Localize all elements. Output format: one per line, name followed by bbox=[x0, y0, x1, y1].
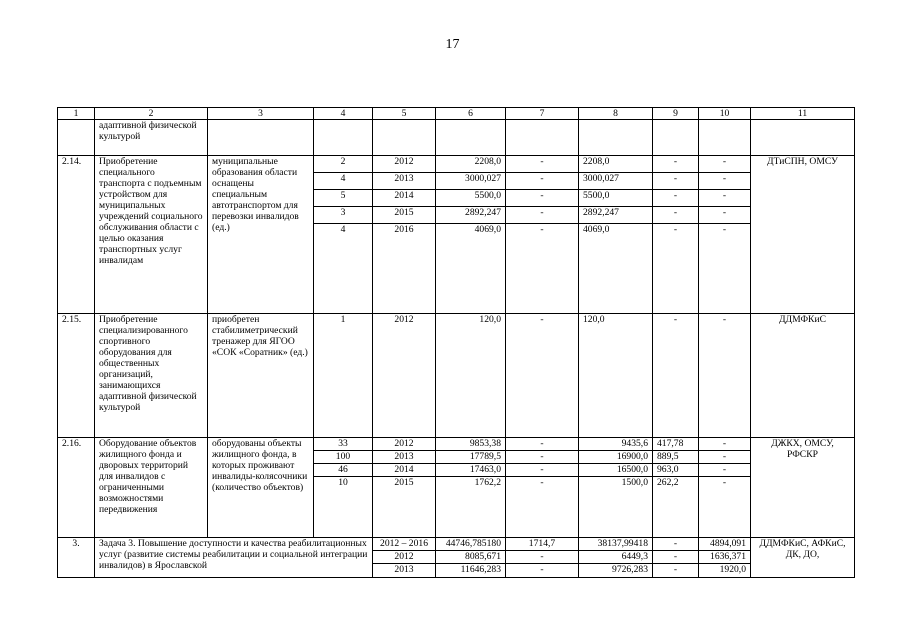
quantity-cell: 33 100 46 10 bbox=[314, 438, 373, 538]
quantity-cell: 2 4 5 3 4 bbox=[314, 156, 373, 314]
total-cell: 120,0 bbox=[436, 314, 506, 438]
other-sources-cell: - - - - bbox=[699, 438, 751, 538]
col-header: 2 bbox=[95, 108, 208, 120]
col-header: 3 bbox=[208, 108, 314, 120]
federal-cell: - - - - bbox=[506, 438, 579, 538]
year-cell: 2012 – 2016 2012 2013 bbox=[373, 538, 436, 578]
year-cell: 2012 2013 2014 2015 bbox=[373, 438, 436, 538]
regional-cell: 2208,0 3000,027 5500,0 2892,247 4069,0 bbox=[579, 156, 653, 314]
regional-cell: 120,0 bbox=[579, 314, 653, 438]
regional-cell: 9435,6 16900,0 16500,0 1500,0 bbox=[579, 438, 653, 538]
executor-cell: ДДМФКиС bbox=[751, 314, 855, 438]
year-cell: 2012 2013 2014 2015 2016 bbox=[373, 156, 436, 314]
row-number: 3. bbox=[58, 538, 95, 578]
total-cell: 44746,785180 8085,671 11646,283 bbox=[436, 538, 506, 578]
row-number: 2.14. bbox=[58, 156, 95, 314]
other-sources-cell: - bbox=[699, 314, 751, 438]
result-cell: муниципальные образования области оснащены специальным автотранспортом для перевозки инвалидов (ед.) bbox=[208, 156, 314, 314]
result-cell: оборудованы объекты жилищного фонда, в которых проживают инвалиды-колясочники (количество объектов) bbox=[208, 438, 314, 538]
municipal-cell: - bbox=[653, 314, 699, 438]
other-sources-cell: - - - - - bbox=[699, 156, 751, 314]
task-description: Задача 3. Повышение доступности и качества реабилитационных услуг (развитие системы реабилитации и социальной интеграции инвалидов) в Ярославской bbox=[95, 538, 373, 578]
federal-cell: - bbox=[506, 314, 579, 438]
executor-cell: ДЖКХ, ОМСУ, РФСКР bbox=[751, 438, 855, 538]
col-header: 9 bbox=[653, 108, 699, 120]
quantity-cell: 1 bbox=[314, 314, 373, 438]
col-header: 11 bbox=[751, 108, 855, 120]
row-number: 2.15. bbox=[58, 314, 95, 438]
table-row bbox=[58, 538, 855, 578]
col-header: 8 bbox=[579, 108, 653, 120]
other-sources-cell: 4894,091 1636,371 1920,0 bbox=[699, 538, 751, 578]
row-number: 2.16. bbox=[58, 438, 95, 538]
total-cell: 2208,0 3000,027 5500,0 2892,247 4069,0 bbox=[436, 156, 506, 314]
executor-cell: ДТиСПН, ОМСУ bbox=[751, 156, 855, 314]
page-number: 17 bbox=[445, 37, 460, 52]
table-row bbox=[58, 314, 855, 438]
table-row bbox=[58, 120, 855, 156]
measure-cell: Приобретение специального транспорта с подъемным устройством для муниципальных учреждений социального обслуживания области с целью оказания транспортных услуг инвалидам bbox=[95, 156, 208, 314]
measure-cell: Оборудование объектов жилищного фонда и дворовых территорий для инвалидов с ограниченными возможностями передвижения bbox=[95, 438, 208, 538]
col-header: 4 bbox=[314, 108, 373, 120]
measure-cell: Приобретение специализированного спортивного оборудования для общественных организаций, занимающихся адаптивной физической культурой bbox=[95, 314, 208, 438]
regional-cell: 38137,99418 6449,3 9726,283 bbox=[579, 538, 653, 578]
col-header: 6 bbox=[436, 108, 506, 120]
year-cell: 2012 bbox=[373, 314, 436, 438]
result-cell: приобретен стабилиметрический тренажер для ЯГОО «СОК «Соратник» (ед.) bbox=[208, 314, 314, 438]
municipal-cell: 417,78 889,5 963,0 262,2 bbox=[653, 438, 699, 538]
measure-cell: адаптивной физической культурой bbox=[95, 120, 208, 156]
federal-cell: 1714,7 - - bbox=[506, 538, 579, 578]
municipal-cell: - - - - - bbox=[653, 156, 699, 314]
total-cell: 9853,38 17789,5 17463,0 1762,2 bbox=[436, 438, 506, 538]
municipal-cell: - - - bbox=[653, 538, 699, 578]
executor-cell: ДДМФКиС, АФКиС, ДК, ДО, bbox=[751, 538, 855, 578]
col-header: 10 bbox=[699, 108, 751, 120]
table-row bbox=[58, 438, 855, 538]
header-row bbox=[58, 108, 855, 120]
col-header: 1 bbox=[58, 108, 95, 120]
col-header: 5 bbox=[373, 108, 436, 120]
table-row bbox=[58, 156, 855, 314]
federal-cell: - - - - - bbox=[506, 156, 579, 314]
col-header: 7 bbox=[506, 108, 579, 120]
program-table bbox=[57, 107, 855, 578]
